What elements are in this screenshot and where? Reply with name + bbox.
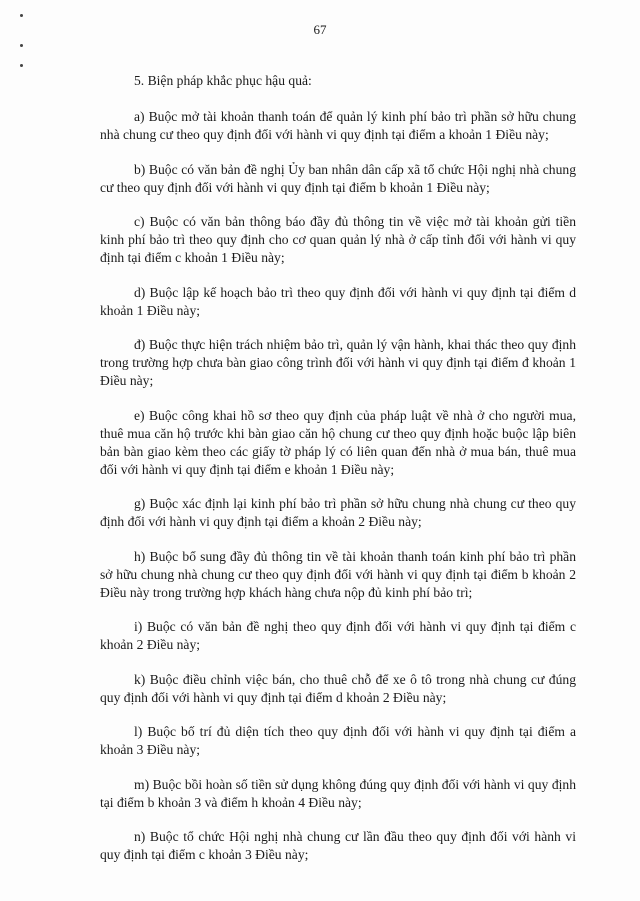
paragraph-dd: đ) Buộc thực hiện trách nhiệm bảo trì, quản lý vận hành, khai thác theo quy định trong trường hợp chưa bàn giao công trình đối với hành vi quy định tại điểm đ khoản 1 Điều này;	[100, 337, 576, 388]
paragraph-l: l) Buộc bố trí đủ diện tích theo quy định đối với hành vi quy định tại điểm a khoản 3 Điều này;	[100, 724, 576, 757]
paragraph-h: h) Buộc bổ sung đầy đủ thông tin về tài khoản thanh toán kinh phí bảo trì phần sở hữu chung nhà chung cư theo quy định đối với hành vi quy định tại điểm b khoản 2 Điều này trong trường hợp khách hàng chưa nộp đủ kinh phí bảo trì;	[100, 548, 576, 600]
page-number: 67	[313, 22, 327, 37]
paragraph-i: i) Buộc có văn bản đề nghị theo quy định đối với hành vi quy định tại điểm c khoản 2 Điều này;	[100, 619, 576, 652]
paragraph-m: m) Buộc bồi hoàn số tiền sử dụng không đúng quy định đối với hành vi quy định tại điểm b khoản 3 và điểm h khoản 4 Điều này;	[100, 776, 576, 810]
section-heading: 5. Biện pháp khắc phục hậu quả:	[134, 73, 312, 88]
paragraph-n: n) Buộc tổ chức Hội nghị nhà chung cư lần đầu theo quy định đối với hành vi quy định tại điểm c khoản 3 Điều này;	[100, 829, 576, 862]
scan-mark	[20, 44, 23, 47]
paragraph-d: d) Buộc lập kế hoạch bảo trì theo quy định đối với hành vi quy định tại điểm d khoản 1 Điều này;	[100, 284, 576, 318]
scan-mark	[20, 14, 23, 17]
paragraph-g: g) Buộc xác định lại kinh phí bảo trì phần sở hữu chung nhà chung cư theo quy định đối với hành vi quy định tại điểm a khoản 2 Điều này;	[100, 496, 576, 529]
paragraph-e: e) Buộc công khai hồ sơ theo quy định của pháp luật về nhà ở cho người mua, thuê mua căn hộ trước khi bàn giao căn hộ chung cư theo quy định hoặc buộc lập biên bản bàn giao kèm theo các giấy tờ pháp lý có liên quan đến nhà ở mua bán, thuê mua đối với hành vi quy định tại điểm e khoản 1 Điều này;	[100, 407, 576, 477]
scan-mark	[20, 64, 23, 67]
paragraph-a: a) Buộc mở tài khoản thanh toán để quản lý kinh phí bảo trì phần sở hữu chung nhà chung cư theo quy định đối với hành vi quy định tại điểm a khoản 1 Điều này;	[100, 109, 576, 142]
document-body	[100, 72, 576, 881]
paragraph-c: c) Buộc có văn bản thông báo đầy đủ thông tin về việc mở tài khoản gửi tiền kinh phí bảo trì theo quy định cho cơ quan quản lý nhà ở cấp tỉnh đối với hành vi quy định tại điểm c khoản 1 Điều này;	[100, 214, 576, 265]
paragraph-k: k) Buộc điều chỉnh việc bán, cho thuê chỗ để xe ô tô trong nhà chung cư đúng quy định đối với hành vi quy định tại điểm d khoản 2 Điều này;	[100, 671, 576, 705]
paragraph-b: b) Buộc có văn bản đề nghị Ủy ban nhân dân cấp xã tổ chức Hội nghị nhà chung cư theo quy định đối với hành vi quy định tại điểm b khoản 1 Điều này;	[100, 161, 576, 195]
